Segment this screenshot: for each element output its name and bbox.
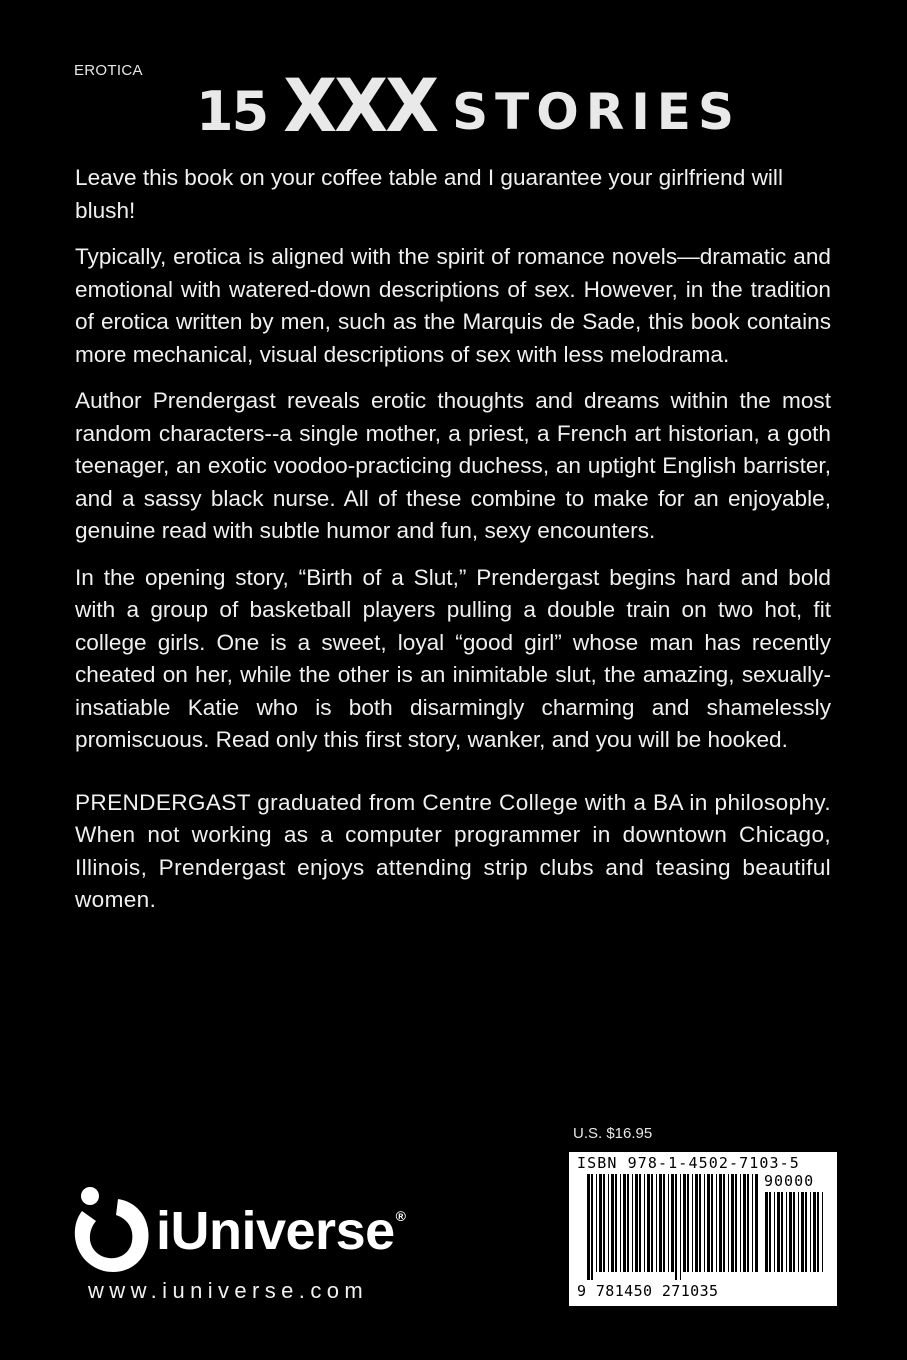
addon-digits: 90000 (764, 1172, 815, 1190)
price-label: U.S. $16.95 (573, 1125, 653, 1142)
barcode-bar (723, 1174, 725, 1272)
barcode-bar (810, 1192, 811, 1272)
barcode-bar (786, 1192, 787, 1272)
barcode-bar (699, 1174, 701, 1272)
barcode-bar (769, 1192, 771, 1272)
book-title (196, 62, 741, 150)
barcode-bar (635, 1174, 638, 1272)
barcode-bar (596, 1174, 597, 1272)
barcode-bar (651, 1174, 653, 1272)
barcode-bar (777, 1192, 780, 1272)
barcode-bar (603, 1174, 605, 1272)
barcode-bar (747, 1174, 749, 1272)
barcode-bar (711, 1174, 713, 1272)
barcode-bar (801, 1192, 804, 1272)
barcode-bar (647, 1174, 650, 1272)
barcode-bar (692, 1174, 693, 1272)
barcode-bar (765, 1192, 768, 1272)
barcode-bar (752, 1174, 753, 1272)
title-number: 15 (196, 80, 268, 143)
barcode-bar (591, 1174, 593, 1280)
barcode-bar (611, 1174, 614, 1272)
barcode-bar (743, 1174, 746, 1272)
barcode-bar (620, 1174, 621, 1272)
publisher-name (156, 1200, 405, 1262)
blurb-paragraph-3: Author Prendergast reveals erotic thoughts and dreams within the most random characters--a single mother, a priest, a French art historian, a goth teenager, an exotic voodoo-practicing duchess, an uptight English barrister, and a sassy black nurse. All of these combine to make for an enjoyable, genuine read with subtle humor and fun, sexy encounters. (75, 388, 831, 543)
blurb-paragraph-1: Leave this book on your coffee table and I guarantee your girlfriend will blush! (75, 165, 783, 223)
barcode-bar (680, 1174, 681, 1280)
publisher-website: www.iuniverse.com (88, 1278, 369, 1303)
genre-label: EROTICA (74, 62, 143, 79)
barcode-box (569, 1152, 837, 1306)
barcode-bar (781, 1192, 783, 1272)
barcode-bar (731, 1174, 734, 1272)
barcode-bar (704, 1174, 705, 1272)
blurb-paragraph-4: In the opening story, “Birth of a Slut,” Prendergast begins hard and bold with a group of basketball players pulling a double train on two hot, fit college girls. One is a sweet, loyal “good girl” whose man has recently cheated on her, while the other is an inimitable slut, the amazing, sexually-insatiable Katie who is both disarmingly charming and shamelessly promiscuous. Read only this first story, wanker, and you will be hooked. (75, 564, 831, 752)
publisher-logo (70, 1185, 405, 1277)
barcode-bar (599, 1174, 602, 1272)
barcode-bar (627, 1174, 629, 1272)
barcode-bar (615, 1174, 617, 1272)
barcode-bar (656, 1174, 657, 1272)
barcode-bar (735, 1174, 737, 1272)
title-xxx: XXX (283, 62, 437, 150)
addon-barcode (765, 1192, 827, 1280)
barcode-bar (740, 1174, 741, 1272)
barcode-bar (659, 1174, 662, 1272)
barcode-bar (587, 1174, 590, 1280)
blurb (75, 162, 831, 931)
barcode-bar (671, 1174, 674, 1272)
barcode-bar (793, 1192, 795, 1272)
barcode-bar (755, 1174, 758, 1272)
ean-digits: 9 781450 271035 (577, 1282, 719, 1300)
barcode-bar (683, 1174, 686, 1272)
barcode-bar (687, 1174, 689, 1272)
barcode-bar (608, 1174, 609, 1272)
barcode-bar (632, 1174, 633, 1272)
author-bio: PRENDERGAST graduated from Centre College with a BA in philosophy. When not working as a computer programmer in downtown Chicago, Illinois, Prendergast enjoys attending strip clubs and teasing beautiful women. (75, 789, 831, 912)
barcode-bar (668, 1174, 669, 1272)
title-stories: STORIES (452, 83, 741, 141)
isbn-text: ISBN 978-1-4502-7103-5 (577, 1154, 800, 1172)
barcode-bar (817, 1192, 819, 1272)
barcode-bar (789, 1192, 792, 1272)
barcode-bar (774, 1192, 775, 1272)
barcode-bar (644, 1174, 645, 1272)
barcode-bar (719, 1174, 722, 1272)
barcode-bar (716, 1174, 717, 1272)
barcode-bar (728, 1174, 729, 1272)
barcode-bar (813, 1192, 816, 1272)
barcode-bar (805, 1192, 807, 1272)
publisher-name-text: iUniverse (156, 1201, 395, 1261)
barcode-bar (639, 1174, 641, 1272)
trademark-symbol: ® (395, 1208, 406, 1224)
barcode-bar (695, 1174, 698, 1272)
barcode-bar (707, 1174, 710, 1272)
barcode-bar (623, 1174, 626, 1272)
barcode-bar (663, 1174, 665, 1272)
barcode-bar (798, 1192, 799, 1272)
blurb-paragraph-2: Typically, erotica is aligned with the spirit of romance novels—dramatic and emotional with watered-down descriptions of sex. However, in the tradition of erotica written by men, such as the Marquis de Sade, this book contains more mechanical, visual descriptions of sex with less melodrama. (75, 244, 831, 367)
ean-barcode (587, 1174, 759, 1280)
iuniverse-logo-icon (70, 1185, 152, 1277)
barcode-bar (675, 1174, 677, 1280)
barcode-bar (822, 1192, 823, 1272)
